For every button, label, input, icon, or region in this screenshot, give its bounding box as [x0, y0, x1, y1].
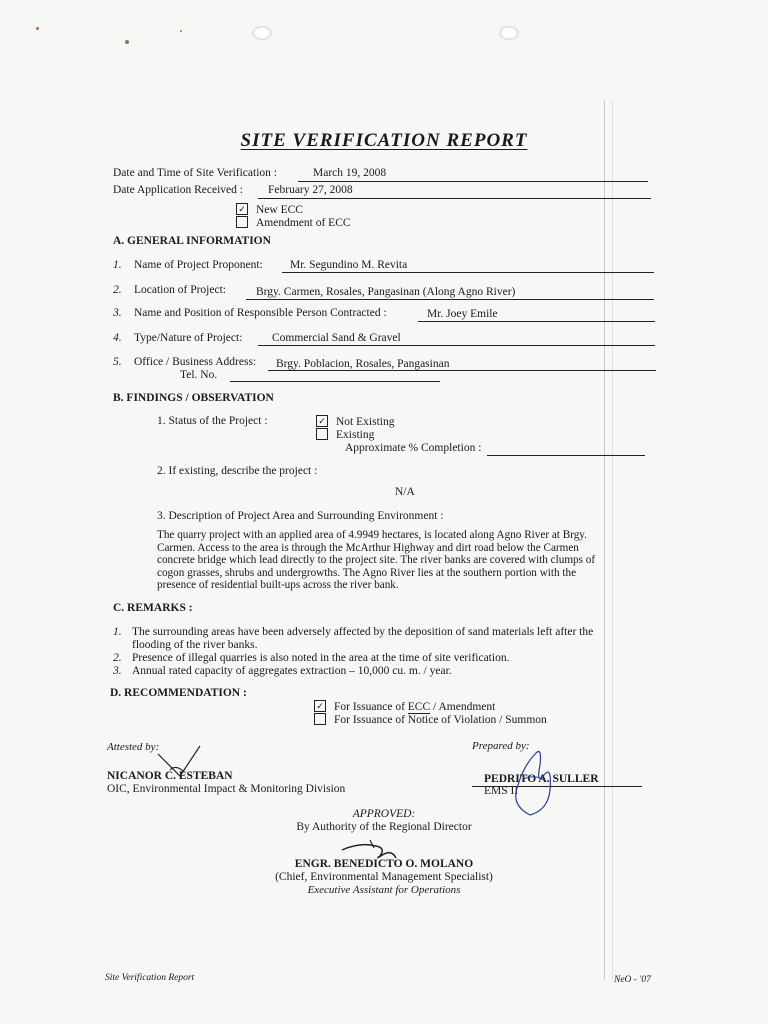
description-line: The quarry project with an applied area of 4.9949 hectares, is located along Agno River at Brgy.	[157, 529, 587, 541]
checkbox-checked: ✓	[236, 203, 248, 215]
type-label: Type/Nature of Project:	[134, 332, 243, 344]
date-received-label: Date Application Received :	[113, 184, 243, 196]
checkbox-issuance-ecc: ✓ For Issuance of ECC / Amendment	[314, 701, 495, 714]
description-line: presence of residential built-ups across the river bank.	[157, 579, 399, 591]
checkbox-amendment-ecc: Amendment of ECC	[236, 217, 351, 229]
approver-position: Executive Assistant for Operations	[307, 884, 461, 896]
checkbox-notice-violation: For Issuance of Notice of Violation / Summon	[314, 714, 547, 726]
punch-hole	[499, 26, 519, 40]
page-title: SITE VERIFICATION REPORT	[240, 130, 528, 151]
attested-title: OIC, Environmental Impact & Monitoring Division	[107, 783, 346, 795]
remark-1-line1: The surrounding areas have been adversely affected by the deposition of sand materials left after the	[132, 626, 594, 638]
description-label: 3. Description of Project Area and Surrounding Environment :	[157, 510, 444, 522]
checkbox-unchecked	[236, 216, 248, 228]
item-number: 3.	[113, 307, 122, 319]
date-time-label: Date and Time of Site Verification :	[113, 167, 277, 179]
checkbox-checked: ✓	[314, 700, 326, 712]
approved-authority: By Authority of the Regional Director	[296, 821, 472, 833]
attested-by-label: Attested by:	[107, 741, 160, 753]
stain	[180, 30, 182, 32]
prepared-name: PEDRITO A. SULLER	[484, 773, 599, 785]
item-number: 1.	[113, 259, 122, 271]
responsible-person-value: Mr. Joey Emile	[427, 308, 498, 320]
description-line: Carmen. Access to the area is through the McArthur Highway and dirt road below the Carmen	[157, 541, 579, 554]
approved-label: APPROVED:	[352, 808, 416, 820]
attested-name: NICANOR C. ESTEBAN	[107, 770, 233, 782]
date-time-value: March 19, 2008	[313, 167, 387, 179]
section-b-heading: B. FINDINGS / OBSERVATION	[113, 392, 274, 404]
section-a-heading: A. GENERAL INFORMATION	[113, 235, 271, 247]
remark-2: Presence of illegal quarries is also noted in the area at the time of site verification.	[132, 652, 510, 664]
responsible-person-label: Name and Position of Responsible Person Contracted :	[134, 307, 387, 319]
status-label: 1. Status of the Project :	[157, 415, 268, 427]
checkbox-unchecked	[316, 428, 328, 440]
checkbox-new-ecc: ✓ New ECC	[236, 204, 303, 216]
prepared-title: EMS II	[484, 785, 519, 797]
approver-title: (Chief, Environmental Management Specialist)	[275, 871, 493, 883]
description-line: concrete bridge which lead directly to the project site. The river banks are covered with clumps of	[157, 554, 596, 566]
checkbox-existing: Existing	[316, 429, 374, 441]
address-value: Brgy. Poblacion, Rosales, Pangasinan	[276, 358, 450, 370]
description-line: cogon grasses, shrubs and undergrowths. The Agno River lies at the southern portion with the	[157, 566, 577, 579]
checkbox-unchecked	[314, 713, 326, 725]
tel-label: Tel. No.	[180, 369, 218, 381]
prepared-by-label: Prepared by:	[472, 740, 530, 752]
proponent-value: Mr. Segundino M. Revita	[290, 259, 408, 271]
item-number: 2.	[113, 652, 122, 664]
item-number: 1.	[113, 626, 122, 638]
describe-value: N/A	[395, 486, 415, 498]
description-paragraph	[157, 529, 654, 592]
checkbox-checked: ✓	[316, 415, 328, 427]
item-number: 2.	[113, 284, 122, 296]
remark-1-line2: flooding of the river banks.	[132, 639, 258, 651]
footer-left: Site Verification Report	[105, 973, 195, 983]
describe-label: 2. If existing, describe the project :	[157, 465, 318, 477]
item-number: 5.	[113, 356, 122, 368]
footer-right: NeO - '07	[614, 975, 651, 985]
date-received-value: February 27, 2008	[268, 184, 353, 196]
proponent-label: Name of Project Proponent:	[134, 259, 263, 271]
item-number: 3.	[113, 665, 122, 677]
stain	[36, 27, 39, 30]
section-d-heading: D. RECOMMENDATION :	[110, 687, 247, 699]
address-label: Office / Business Address:	[134, 356, 257, 368]
section-c-heading: C. REMARKS :	[113, 602, 193, 614]
item-number: 4.	[113, 332, 122, 344]
remark-3: Annual rated capacity of aggregates extraction – 10,000 cu. m. / year.	[132, 665, 452, 677]
approver-name: ENGR. BENEDICTO O. MOLANO	[294, 858, 474, 870]
type-value: Commercial Sand & Gravel	[272, 332, 401, 344]
completion-label: Approximate % Completion :	[345, 442, 482, 454]
stain	[125, 40, 129, 44]
punch-hole	[252, 26, 272, 40]
location-label: Location of Project:	[134, 284, 226, 296]
checkbox-not-existing: ✓ Not Existing	[316, 416, 394, 428]
location-value: Brgy. Carmen, Rosales, Pangasinan (Along Agno River)	[256, 286, 516, 298]
